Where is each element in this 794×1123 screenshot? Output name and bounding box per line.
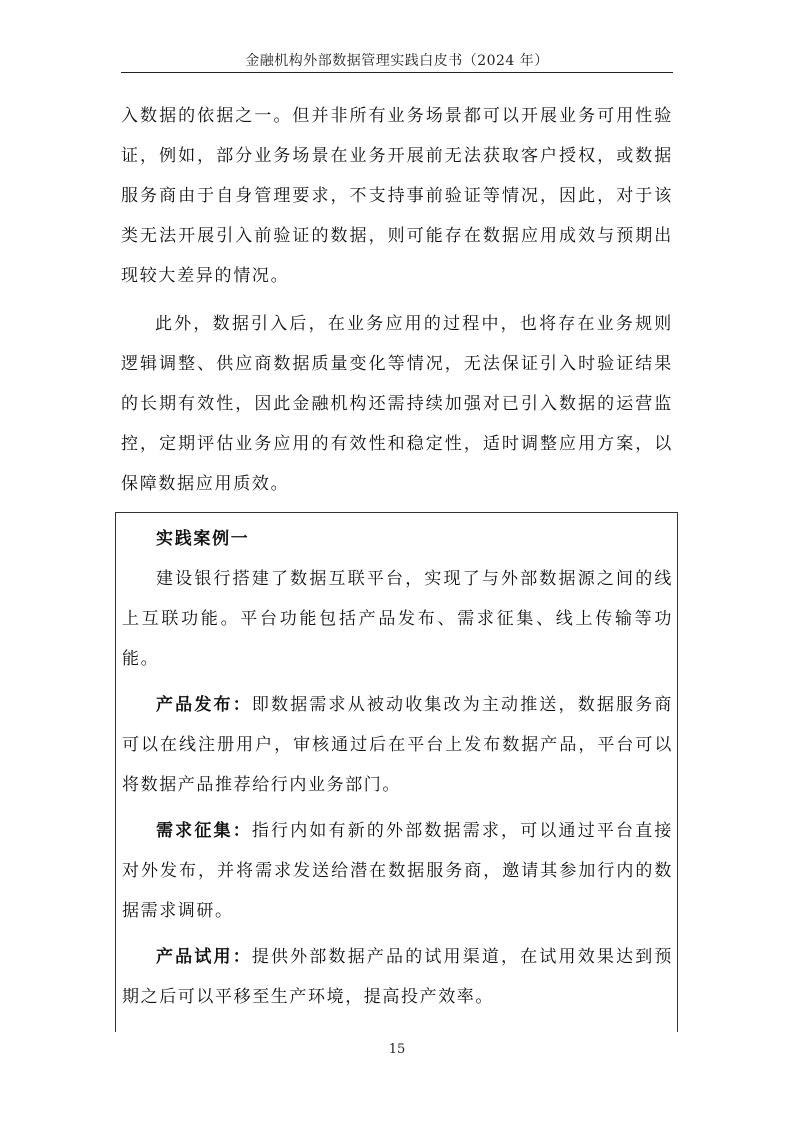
case-item-product-trial: [122, 937, 673, 1017]
main-body-text: [121, 96, 673, 512]
page-number: 15: [388, 1042, 406, 1057]
case-item-separator: ：: [232, 695, 252, 715]
practice-case-content: [122, 519, 673, 1032]
case-item-text: 指行内如有新的外部数据需求，可以通过平台直接对外发布，并将需求发送给潜在数据服务商，邀请其参加行内的数据需求调研。: [122, 821, 673, 921]
body-paragraph: 此外，数据引入后，在业务应用的过程中，也将存在业务规则逻辑调整、供应商数据质量变化等情况，无法保证引入时验证结果的长期有效性，因此金融机构还需持续加强对已引入数据的运营监控，定期评估业务应用的有效性和稳定性，适时调整应用方案，以保障数据应用质效。: [121, 314, 673, 494]
header-divider: [121, 72, 673, 73]
case-intro: 建设银行搭建了数据互联平台，实现了与外部数据源之间的线上互联功能。平台功能包括产品发布、需求征集、线上传输等功能。: [122, 569, 673, 669]
body-paragraph-continuation: 入数据的依据之一。但并非所有业务场景都可以开展业务可用性验证，例如，部分业务场景在业务开展前无法获取客户授权，或数据服务商由于自身管理要求，不支持事前验证等情况，因此，对于该类无法开展引入前验证的数据，则可能存在数据应用成效与预期出现较大差异的情况。: [121, 106, 673, 286]
case-item-term: 需求征集: [156, 821, 233, 841]
case-item-validation-test: [122, 1023, 673, 1032]
case-item-term: 产品发布: [156, 695, 233, 715]
case-item-product-release: [122, 685, 673, 805]
case-item-separator: ：: [232, 821, 252, 841]
practice-case-box: [115, 512, 678, 1032]
running-header: 金融机构外部数据管理实践白皮书（2024 年）: [245, 53, 549, 69]
case-item-text: 即数据需求从被动收集改为主动推送，数据服务商可以在线注册用户，审核通过后在平台上发布数据产品，平台可以将数据产品推荐给行内业务部门。: [122, 695, 673, 795]
case-item-separator: ：: [232, 947, 252, 967]
case-title: 实践案例一: [156, 529, 250, 549]
case-item-text: 提供外部数据产品的试用渠道，在试用效果达到预期之后可以平移至生产环境，提高投产效率。: [122, 947, 673, 1007]
case-item-term: 产品试用: [156, 947, 233, 967]
case-item-demand-collection: [122, 811, 673, 931]
